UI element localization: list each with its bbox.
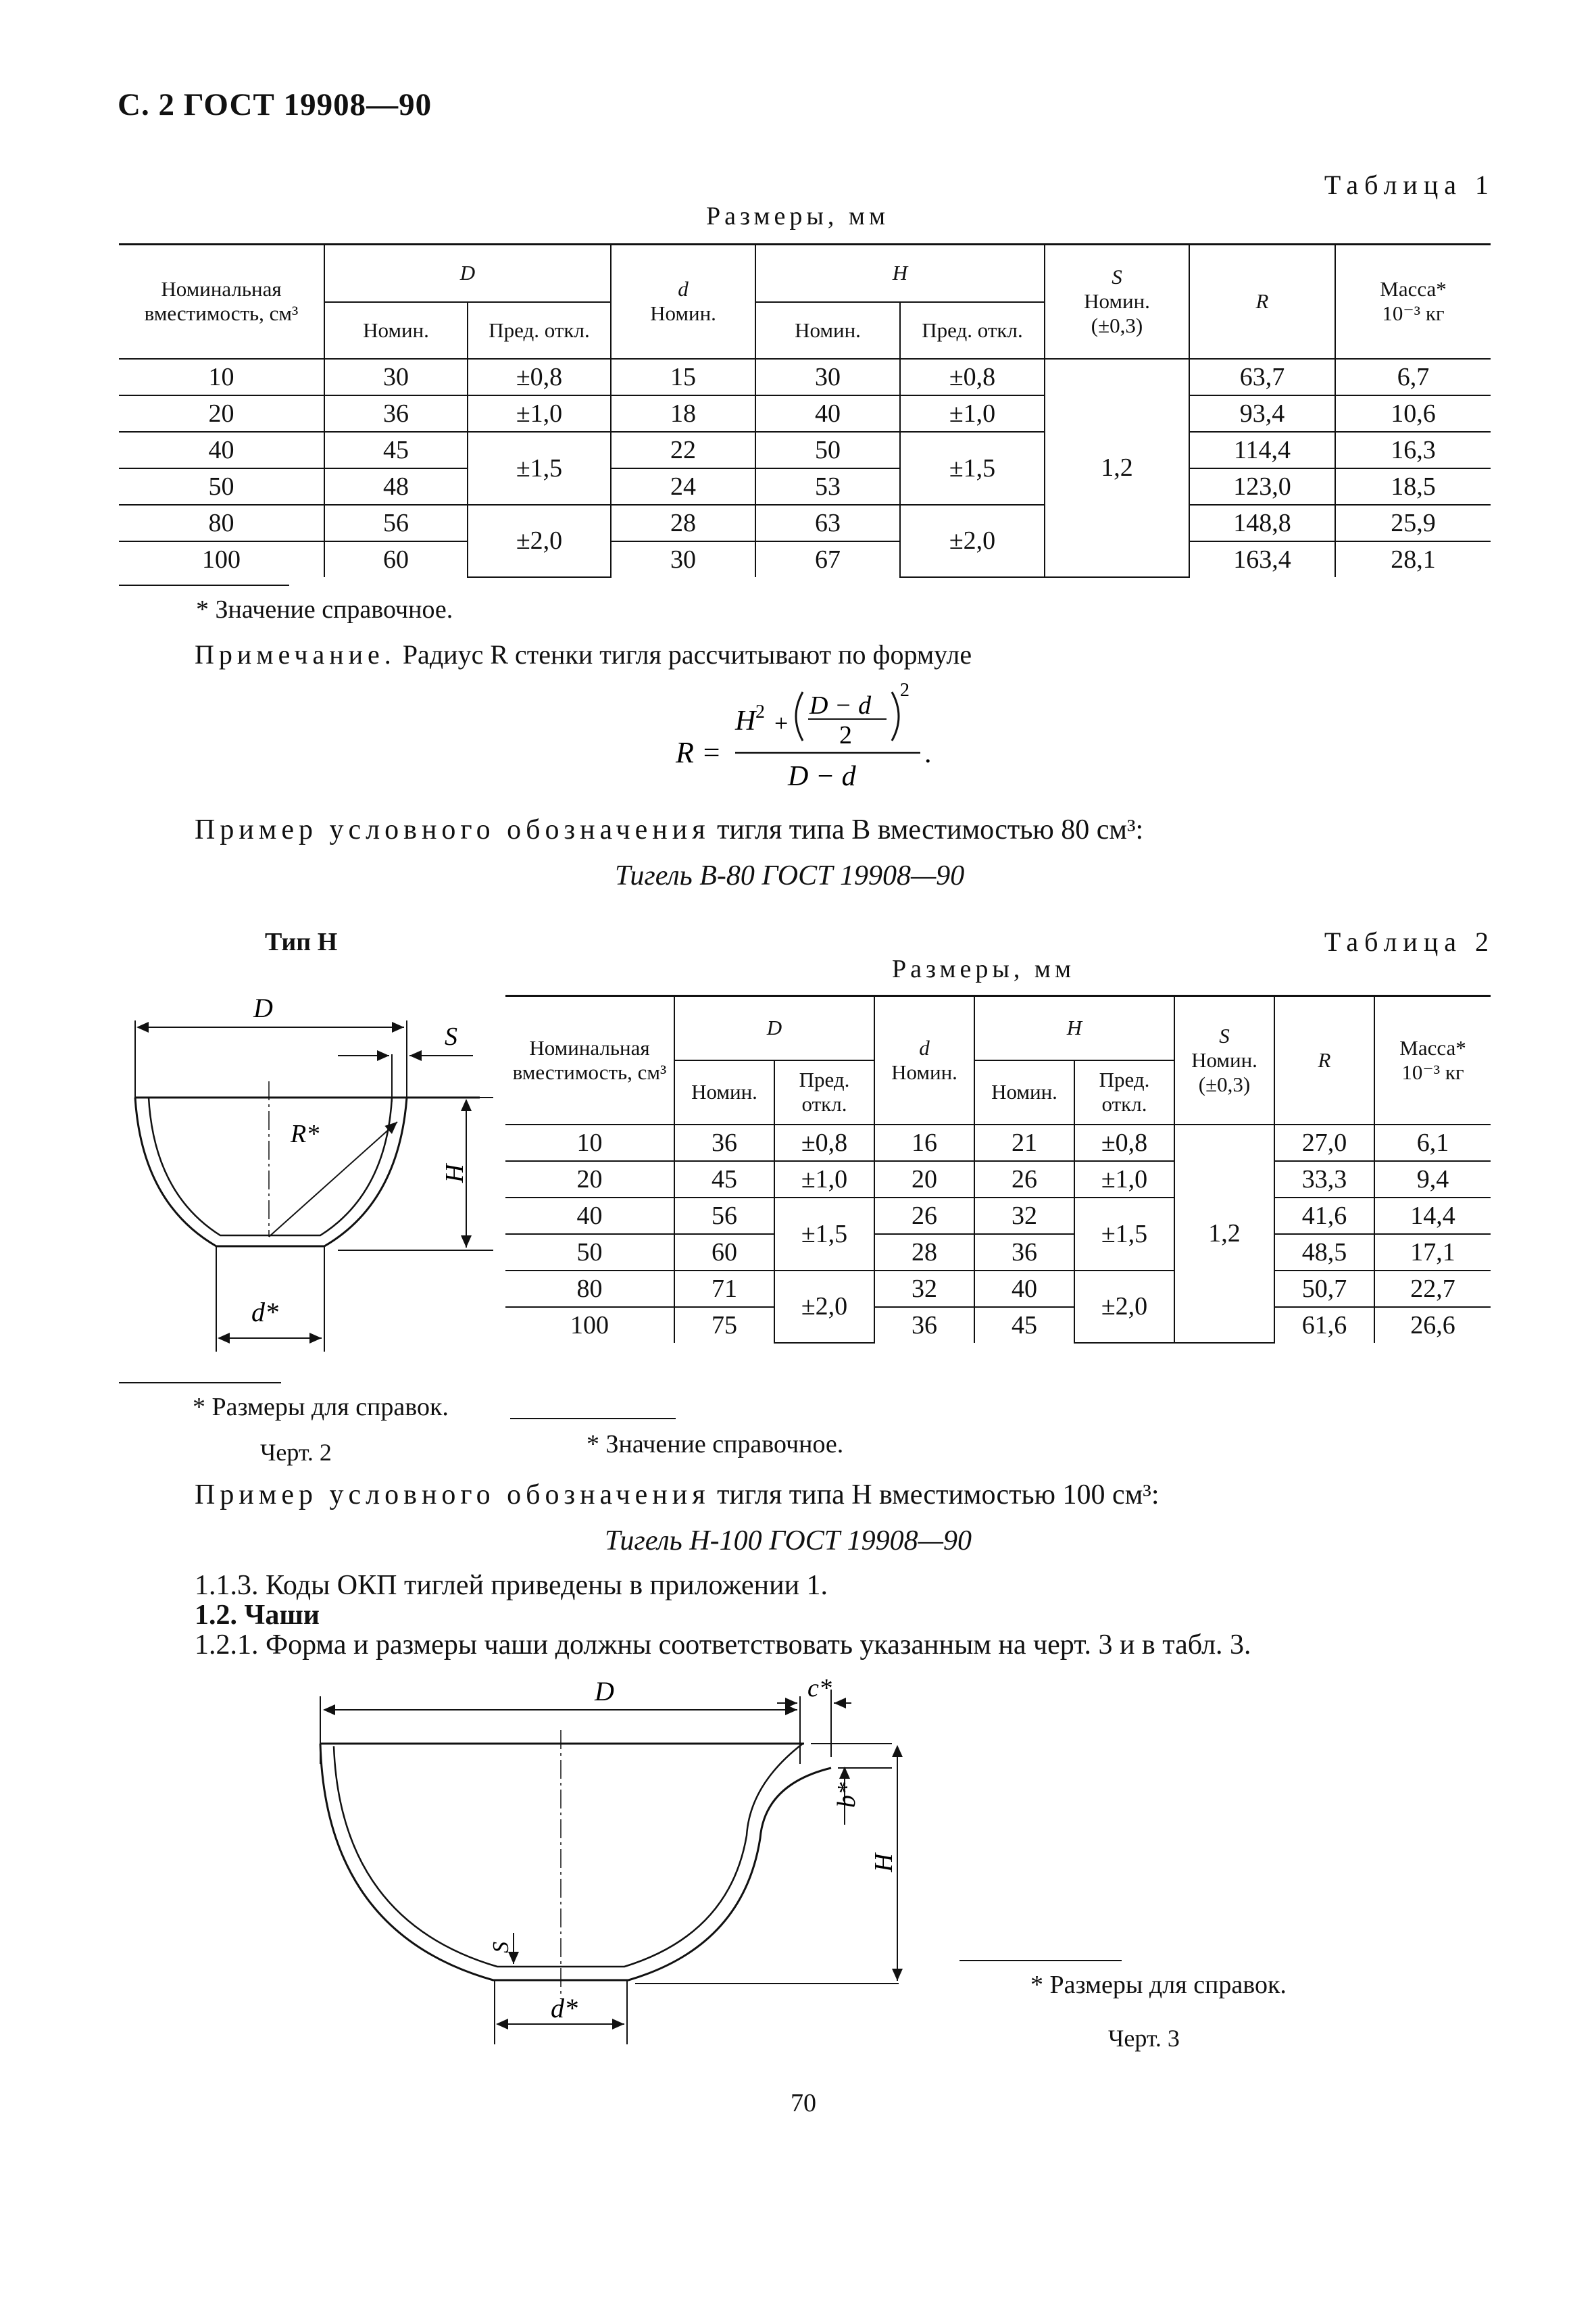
table1-units: Размеры, мм (706, 202, 890, 230)
table2-label: Таблица 2 (1324, 927, 1495, 957)
fig2-R-label: R* (291, 1120, 320, 1148)
page-number: 70 (791, 2089, 816, 2117)
t1-head-capacity: Номинальная вместимость, см³ (119, 245, 324, 359)
fig2-D-label: D (253, 993, 273, 1023)
table-row: 50 60 28 36 48,5 17,1 (505, 1234, 1491, 1271)
t2-head-capacity: Номинальная вместимость, см³ (505, 996, 674, 1125)
table1 (119, 243, 1491, 578)
t2-head-D-nom: Номин. (674, 1060, 774, 1125)
t1-head-H-nom: Номин. (755, 302, 900, 359)
fig2-R-line (269, 1122, 397, 1237)
fig3-d-label: d* (551, 1993, 578, 2023)
formula-lhs: R = (676, 736, 722, 769)
table-row: 100 60 30 67 163,4 28,1 (119, 541, 1491, 577)
fig3-caption: Черт. 3 (1108, 2025, 1180, 2052)
radius-formula (655, 676, 966, 804)
formula-inner-bottom: 2 (839, 721, 852, 749)
table2 (505, 995, 1491, 1344)
table-row: 20 36 ±1,0 18 40 ±1,0 93,4 10,6 (119, 395, 1491, 432)
t1-head-H-tol: Пред. откл. (900, 302, 1045, 359)
fig2-inner-wall (149, 1098, 392, 1235)
example2-designation: Тигель Н-100 ГОСТ 19908—90 (605, 1525, 972, 1556)
formula-dot: . (924, 738, 932, 769)
t1-head-S: S Номин. (±0,3) (1045, 245, 1189, 359)
fig3-S-label: S (489, 1942, 514, 1953)
figure2-drawing (115, 987, 493, 1372)
footnote-rule (119, 585, 289, 586)
table2-units: Размеры, мм (892, 955, 1076, 983)
table-row: 80 56 ±2,0 28 63 ±2,0 148,8 25,9 (119, 505, 1491, 541)
table-row: 100 75 36 45 61,6 26,6 (505, 1307, 1491, 1343)
formula-H-power: 2 (755, 701, 765, 722)
fig3-b-label: b* (832, 1782, 861, 1808)
fig3-inner-wall (334, 1744, 803, 1967)
note-paragraph: Примечание. Радиус R стенки тигля рассчитывают по формуле (195, 639, 972, 670)
table-row: 10 30 ±0,8 15 30 ±0,8 1,2 63,7 6,7 (119, 359, 1491, 395)
t1-head-mass: Масса* 10⁻³ кг (1335, 245, 1491, 359)
type-h-title: Тип Н (265, 928, 338, 956)
t1-head-d: d Номин. (611, 245, 755, 359)
table-row: 40 56 ±1,5 26 32 ±1,5 41,6 14,4 (505, 1198, 1491, 1234)
fig2-outer-wall (135, 1098, 407, 1246)
page-header: С. 2 ГОСТ 19908—90 (118, 87, 432, 122)
table2-footnote: * Значение справочное. (587, 1430, 844, 1458)
example2: Пример условного обозначения тигля типа Н вместимостью 100 см³: (195, 1479, 1159, 1510)
t1-head-H: H (755, 245, 1045, 302)
paragraph-1-1-3: 1.1.3. Коды ОКП тиглей приведены в приложении 1. (195, 1570, 828, 1601)
table1-footnote: * Значение справочное. (196, 595, 453, 624)
fig3-outer-wall (320, 1744, 831, 1980)
table-row: 20 45 ±1,0 20 26 ±1,0 33,3 9,4 (505, 1161, 1491, 1198)
fig2-footnote: * Размеры для справок. (193, 1393, 449, 1421)
t1-head-D-tol: Пред. откл. (468, 302, 611, 359)
t2-head-S: S Номин. (±0,3) (1174, 996, 1274, 1125)
fig2-S-label: S (445, 1023, 457, 1051)
fig2-caption: Черт. 2 (260, 1439, 332, 1466)
formula-paren-power: 2 (900, 680, 909, 701)
t2-head-R: R (1274, 996, 1374, 1125)
fig3-footnote: * Размеры для справок. (1030, 1971, 1287, 1999)
t1-head-D: D (324, 245, 611, 302)
heading-1-2: 1.2. Чаши (195, 1600, 320, 1631)
paragraph-1-2-1: 1.2.1. Форма и размеры чаши должны соответствовать указанным на черт. 3 и в табл. 3. (195, 1629, 1251, 1660)
t1-head-R: R (1189, 245, 1335, 359)
formula-right-paren (892, 692, 899, 741)
fig3-D-label: D (595, 1676, 614, 1706)
example1-designation: Тигель В-80 ГОСТ 19908—90 (615, 860, 965, 891)
table-row: 80 71 ±2,0 32 40 ±2,0 50,7 22,7 (505, 1271, 1491, 1307)
fig3-c-label: c* (807, 1676, 832, 1702)
t2-head-H-tol: Пред. откл. (1074, 1060, 1174, 1125)
t2-head-d: d Номин. (874, 996, 974, 1125)
t2-S-value: 1,2 (1174, 1125, 1274, 1343)
t1-S-value: 1,2 (1045, 359, 1189, 577)
formula-denominator: D − d (788, 761, 856, 792)
fig2-H-label: H (441, 1164, 469, 1183)
table-row: 50 48 24 53 123,0 18,5 (119, 468, 1491, 505)
t2-head-D-tol: Пред. откл. (774, 1060, 874, 1125)
formula-H: H (735, 706, 756, 737)
t2-head-mass: Масса* 10⁻³ кг (1374, 996, 1491, 1125)
t2-head-H-nom: Номин. (974, 1060, 1074, 1125)
t2-head-D: D (674, 996, 874, 1060)
figure3-drawing (311, 1676, 919, 2054)
fig2-d-label: d* (251, 1297, 278, 1327)
table1-label: Таблица 1 (1324, 170, 1495, 200)
example1: Пример условного обозначения тигля типа В вместимостью 80 см³: (195, 814, 1144, 845)
table-row: 10 36 ±0,8 16 21 ±0,8 1,2 27,0 6,1 (505, 1125, 1491, 1161)
formula-left-paren (796, 692, 803, 741)
t1-head-D-nom: Номин. (324, 302, 468, 359)
fig3-H-label: H (870, 1853, 898, 1872)
t2-head-H: H (974, 996, 1174, 1060)
formula-inner-top: D − d (809, 691, 872, 720)
table-row: 40 45 ±1,5 22 50 ±1,5 114,4 16,3 (119, 432, 1491, 468)
formula-plus: + (774, 710, 789, 737)
